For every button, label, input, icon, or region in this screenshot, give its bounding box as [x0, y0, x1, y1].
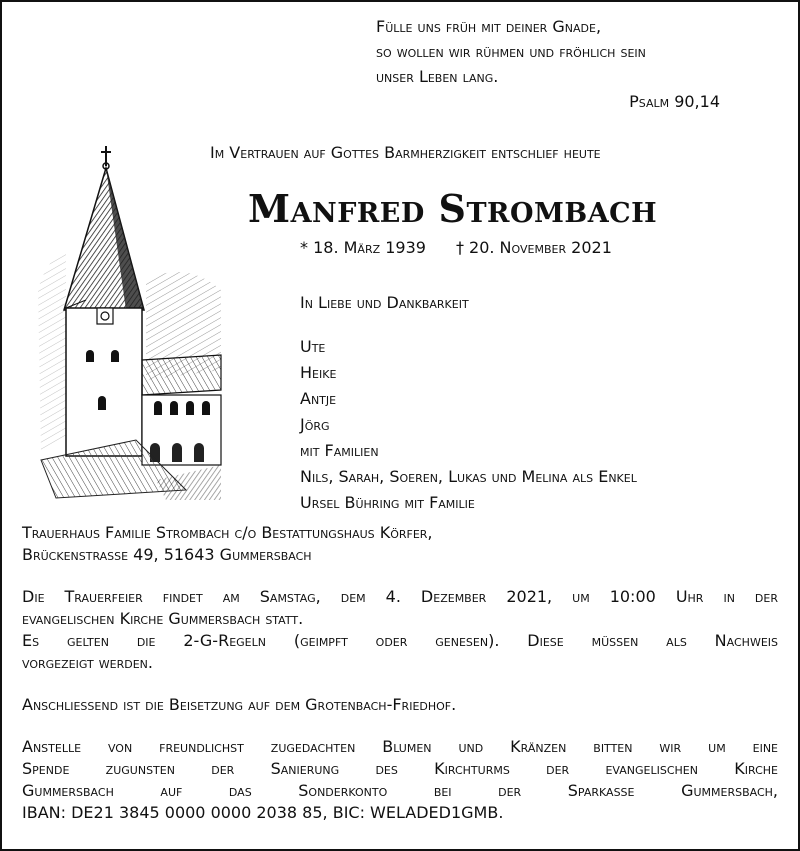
psalm-quote — [376, 14, 776, 114]
notice-details — [22, 522, 778, 844]
mourner-name: Nils, Sarah, Soeren, Lukas und Melina als Enkel — [300, 467, 637, 486]
psalm-reference: Psalm 90,14 — [629, 92, 720, 111]
life-dates — [300, 238, 720, 257]
psalm-line: Fülle uns früh mit deiner Gnade, — [376, 17, 602, 36]
mourners-block — [300, 290, 780, 516]
mourner-name: Ute — [300, 337, 326, 356]
birth-date: * 18. März 1939 — [300, 238, 426, 257]
psalm-line: so wollen wir rühmen und fröhlich sein — [376, 42, 646, 61]
burial-info: Anschliessend ist die Beisetzung auf dem Grotenbach-Friedhof. — [22, 695, 457, 714]
mourner-name: Antje — [300, 389, 337, 408]
mourner-name: mit Familien — [300, 441, 379, 460]
mourner-name: Heike — [300, 363, 337, 382]
mourner-name: Ursel Bühring mit Familie — [300, 493, 475, 512]
donation-info: Anstelle von freundlichst zugedachten Blumen und Kränzen bitten wir um eine Spende zugunsten der Sanierung des Kirchturms der evangelischen Kirche Gummersbach auf das Sonderkonto bei der Sparkasse Gummersbach, IBAN: DE21 3845 0000 0000 2038 85, BIC: WELADED1GMB. — [22, 737, 778, 822]
funeral-service-info: Die Trauerfeier findet am Samstag, dem 4. Dezember 2021, um 10:00 Uhr in der evangelischen Kirche Gummersbach statt. Es gelten die 2-G-Regeln (geimpft oder genesen). Diese müssen als Nachweis vorgezeigt werden. — [22, 587, 778, 672]
church-illustration — [36, 140, 226, 502]
death-date: † 20. November 2021 — [455, 238, 612, 257]
mourner-name: Jörg — [300, 415, 330, 434]
mourning-house-address: Trauerhaus Familie Strombach c/o Bestattungshaus Körfer, Brückenstrasse 49, 51643 Gummersbach — [22, 523, 433, 564]
deceased-name: Manfred Strombach — [248, 186, 658, 231]
mourners-lead: In Liebe und Dankbarkeit — [300, 293, 469, 312]
intro-text: Im Vertrauen auf Gottes Barmherzigkeit entschlief heute — [210, 143, 601, 162]
psalm-line: unser Leben lang. — [376, 67, 499, 86]
